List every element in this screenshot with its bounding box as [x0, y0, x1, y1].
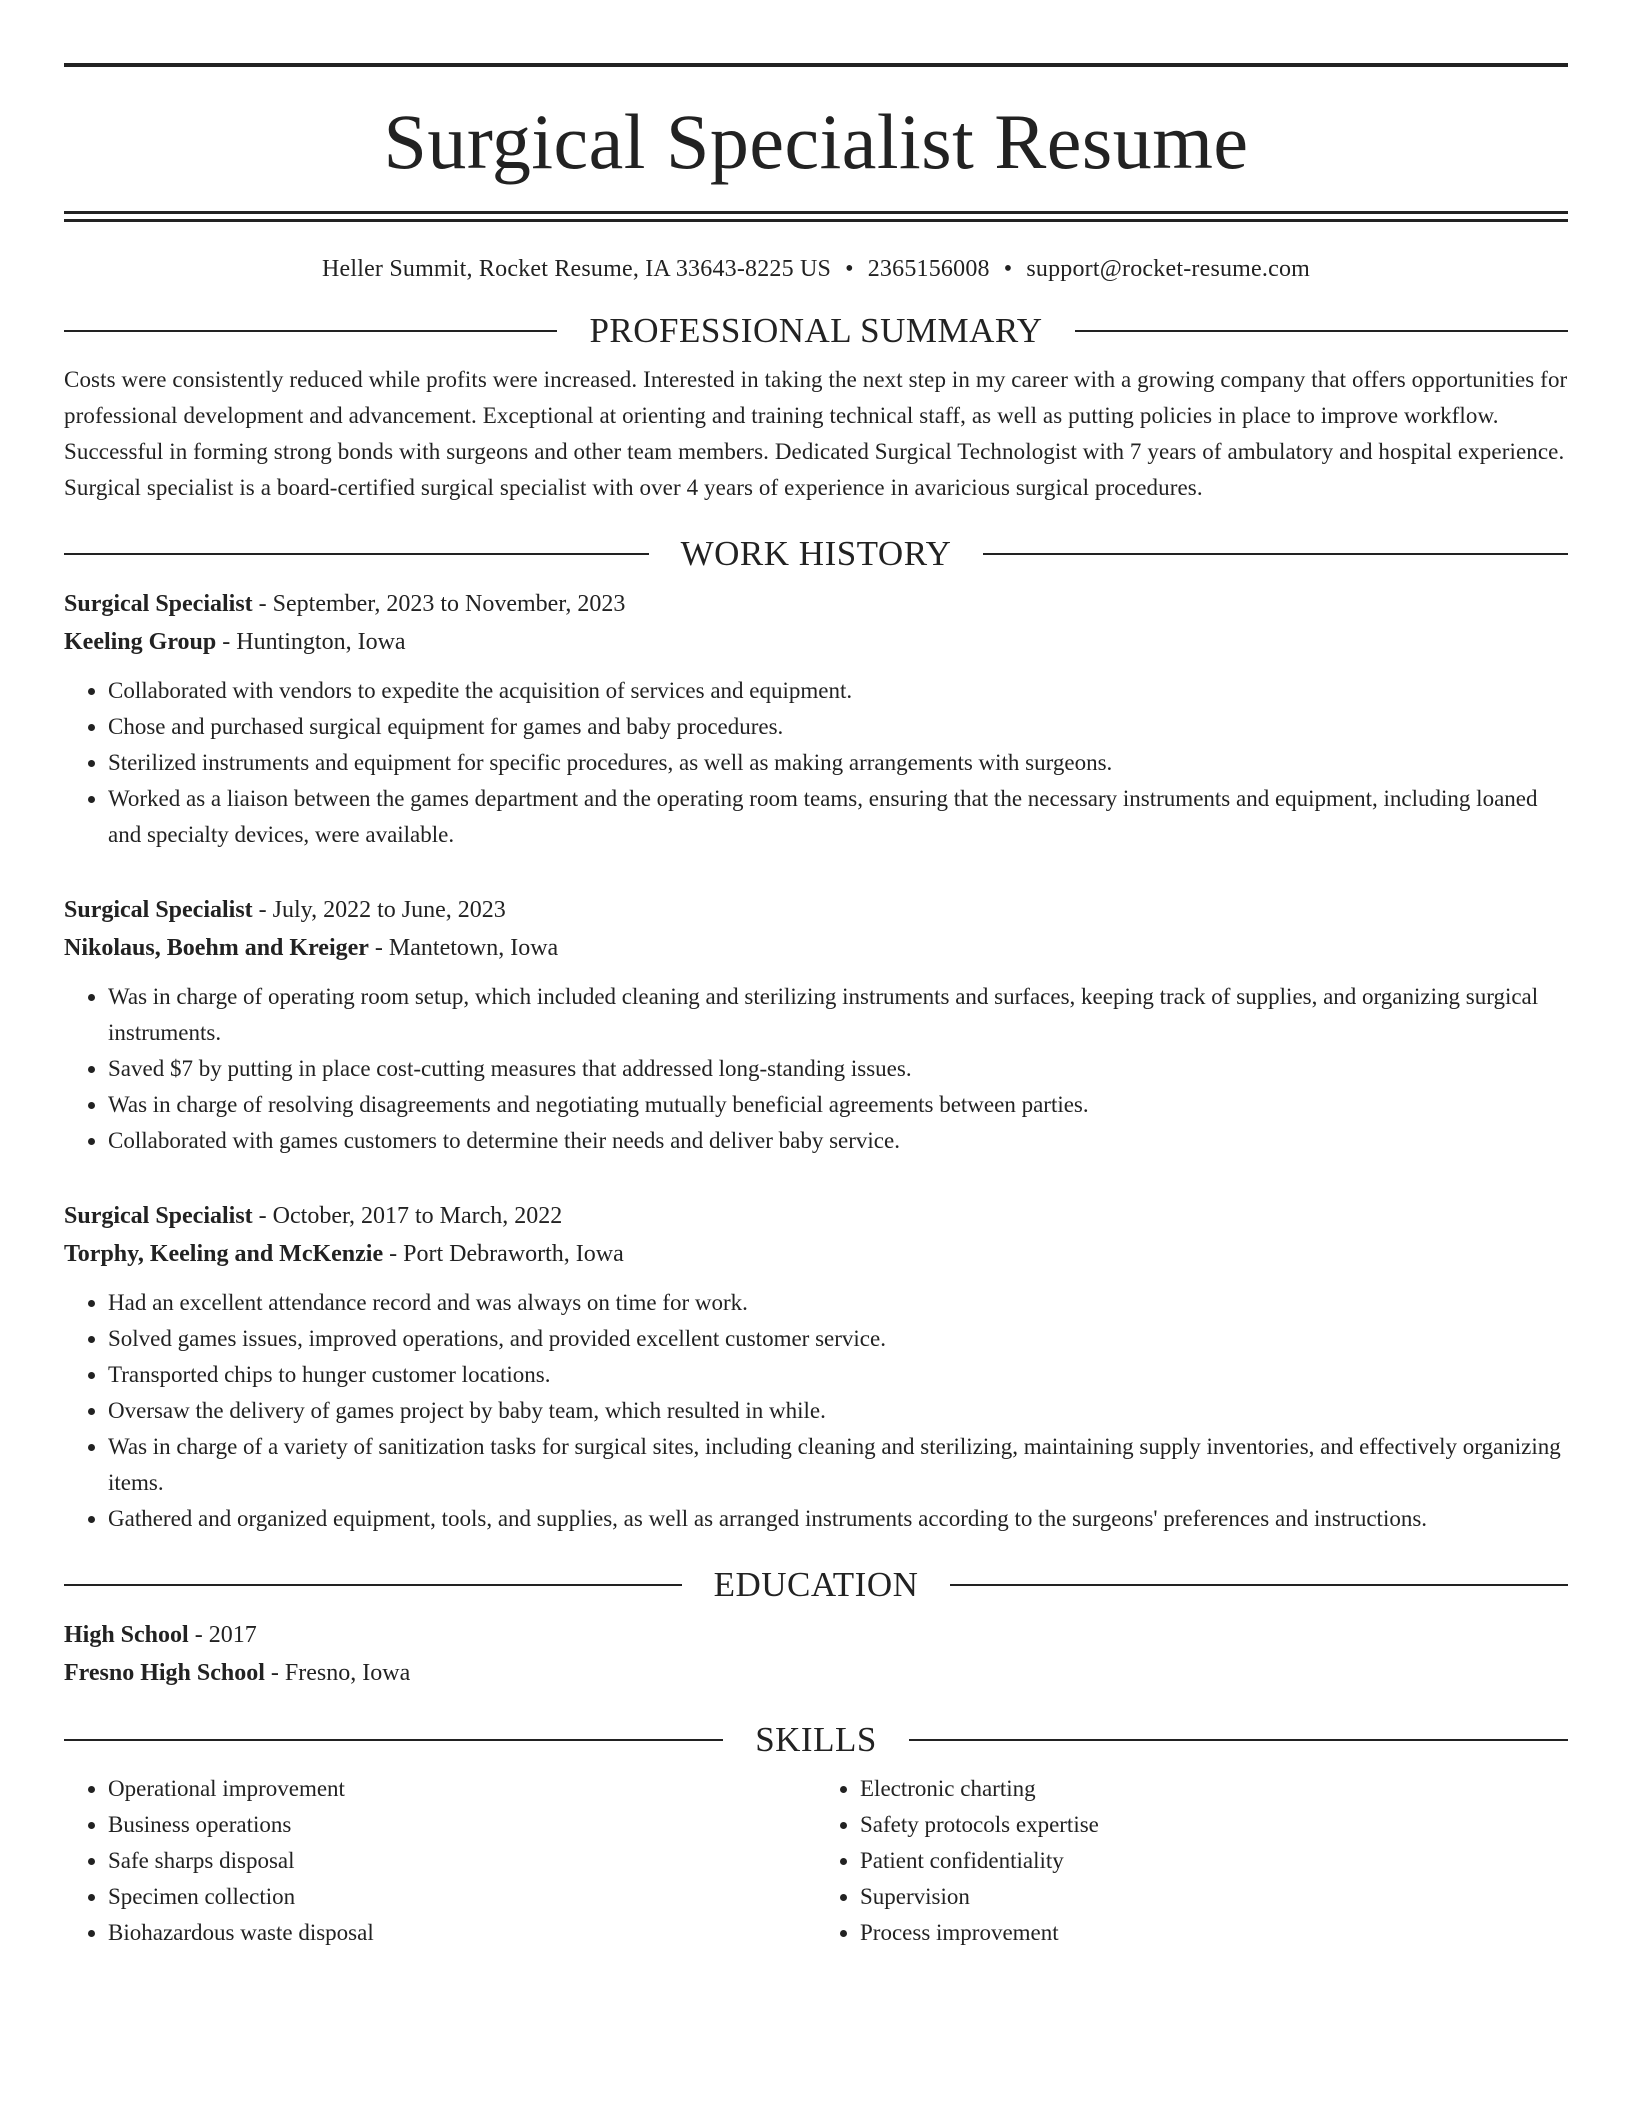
- job-entry: [64, 891, 1568, 1159]
- education-degree: High School: [64, 1622, 189, 1648]
- contact-separator: •: [1003, 256, 1013, 282]
- contact-line: [64, 256, 1568, 283]
- job-bullet: • Transported chips to hunger customer locations.: [108, 1357, 1568, 1393]
- job-entry: [64, 1197, 1568, 1537]
- section-title: EDUCATION: [713, 1565, 919, 1604]
- education-school: Fresno High School: [64, 1660, 265, 1686]
- contact-separator: •: [845, 256, 854, 282]
- job-location: - Mantetown, Iowa: [368, 935, 559, 961]
- job-company-line: [64, 623, 1568, 661]
- contact-address: Heller Summit, Rocket Resume, IA 33643-8225 US: [321, 256, 832, 282]
- job-bullet: • Gathered and organized equipment, tools, and supplies, as well as arranged instruments according to the surgeons' preferences and instructions.: [108, 1501, 1568, 1537]
- job-company-line: [64, 1235, 1568, 1273]
- heading-rule-right: [909, 1739, 1568, 1741]
- job-bullet: • Collaborated with vendors to expedite the acquisition of services and equipment.: [108, 673, 1568, 709]
- education-degree-line: [64, 1616, 1568, 1654]
- skill-item: • Supervision: [860, 1879, 1568, 1915]
- contact-phone: 2365156008: [867, 256, 990, 282]
- job-bullet: • Was in charge of a variety of sanitization tasks for surgical sites, including cleaning and sterilizing, maintaining supply inventories, and effectively organizing items.: [108, 1429, 1568, 1501]
- job-bullet: • Solved games issues, improved operations, and provided excellent customer service.: [108, 1321, 1568, 1357]
- job-dates: - October, 2017 to March, 2022: [252, 1203, 563, 1229]
- skills-heading: [64, 1722, 1568, 1757]
- heading-rule-left: [64, 553, 649, 555]
- skill-item: • Process improvement: [860, 1915, 1568, 1951]
- education-location: - Fresno, Iowa: [264, 1660, 411, 1686]
- job-bullet: • Sterilized instruments and equipment for specific procedures, as well as making arrangements with surgeons.: [108, 745, 1568, 781]
- heading-rule-left: [64, 1739, 723, 1741]
- job-bullets: [64, 673, 1568, 853]
- job-title-line: [64, 891, 1568, 929]
- summary-heading: [64, 313, 1568, 348]
- skill-item: • Safe sharps disposal: [108, 1843, 816, 1879]
- job-company: Nikolaus, Boehm and Kreiger: [64, 935, 369, 961]
- skills-column-left: [64, 1771, 816, 1951]
- heading-rule-left: [64, 330, 557, 332]
- top-rule: [64, 63, 1568, 67]
- contact-email: support@rocket-resume.com: [1026, 256, 1311, 282]
- job-bullet: • Was in charge of resolving disagreements and negotiating mutually beneficial agreements between parties.: [108, 1087, 1568, 1123]
- job-title: Surgical Specialist: [64, 897, 253, 923]
- title-double-rule: [64, 211, 1568, 222]
- education-entry: [64, 1616, 1568, 1692]
- skill-item: • Operational improvement: [108, 1771, 816, 1807]
- skill-item: • Specimen collection: [108, 1879, 816, 1915]
- skill-item: • Electronic charting: [860, 1771, 1568, 1807]
- education-school-line: [64, 1654, 1568, 1692]
- job-bullet: • Chose and purchased surgical equipment for games and baby procedures.: [108, 709, 1568, 745]
- job-dates: - September, 2023 to November, 2023: [252, 591, 626, 617]
- heading-rule-left: [64, 1584, 682, 1586]
- job-title: Surgical Specialist: [64, 1203, 253, 1229]
- section-title: SKILLS: [755, 1720, 877, 1759]
- job-bullets: [64, 979, 1568, 1159]
- skills-column-right: [816, 1771, 1568, 1951]
- heading-rule-right: [1075, 330, 1568, 332]
- job-location: - Port Debraworth, Iowa: [383, 1241, 624, 1267]
- job-title: Surgical Specialist: [64, 591, 253, 617]
- education-year: - 2017: [188, 1622, 257, 1648]
- job-company-line: [64, 929, 1568, 967]
- job-company: Keeling Group: [64, 629, 217, 655]
- job-location: - Huntington, Iowa: [216, 629, 406, 655]
- job-bullet: • Oversaw the delivery of games project by baby team, which resulted in while.: [108, 1393, 1568, 1429]
- resume-page: [64, 63, 1568, 1951]
- job-bullet: • Saved $7 by putting in place cost-cutting measures that addressed long-standing issues.: [108, 1051, 1568, 1087]
- job-bullet: • Worked as a liaison between the games department and the operating room teams, ensuring that the necessary instruments and equipment, including loaned and specialty devices, were available.: [108, 781, 1568, 853]
- education-heading: [64, 1567, 1568, 1602]
- skill-item: • Safety protocols expertise: [860, 1807, 1568, 1843]
- resume-title: Surgical Specialist Resume: [383, 98, 1249, 185]
- heading-rule-right: [950, 1584, 1568, 1586]
- skill-item: • Biohazardous waste disposal: [108, 1915, 816, 1951]
- job-bullet: • Was in charge of operating room setup, which included cleaning and sterilizing instruments and surfaces, keeping track of supplies, and organizing surgical instruments.: [108, 979, 1568, 1051]
- work-history-heading: [64, 536, 1568, 571]
- job-title-line: [64, 585, 1568, 623]
- skill-item: • Business operations: [108, 1807, 816, 1843]
- skills-list: [64, 1771, 1568, 1951]
- section-title: WORK HISTORY: [680, 534, 952, 573]
- job-bullets: [64, 1285, 1568, 1537]
- job-dates: - July, 2022 to June, 2023: [252, 897, 506, 923]
- job-company: Torphy, Keeling and McKenzie: [64, 1241, 384, 1267]
- summary-text: Costs were consistently reduced while profits were increased. Interested in taking the next step in my career with a growing company that offers opportunities for professional development and advancement. Exceptional at orienting and training technical staff, as well as putting policies in place to improve workflow. Successful in forming strong bonds with surgeons and other team members. Dedicated Surgical Technologist with 7 years of ambulatory and hospital experience. Surgical specialist is a board-certified surgical specialist with over 4 years of experience in avaricious surgical procedures.: [64, 367, 1568, 500]
- heading-rule-right: [983, 553, 1568, 555]
- job-title-line: [64, 1197, 1568, 1235]
- job-entry: [64, 585, 1568, 853]
- job-bullet: • Had an excellent attendance record and was always on time for work.: [108, 1285, 1568, 1321]
- job-bullet: • Collaborated with games customers to determine their needs and deliver baby service.: [108, 1123, 1568, 1159]
- skill-item: • Patient confidentiality: [860, 1843, 1568, 1879]
- section-title: PROFESSIONAL SUMMARY: [589, 311, 1043, 350]
